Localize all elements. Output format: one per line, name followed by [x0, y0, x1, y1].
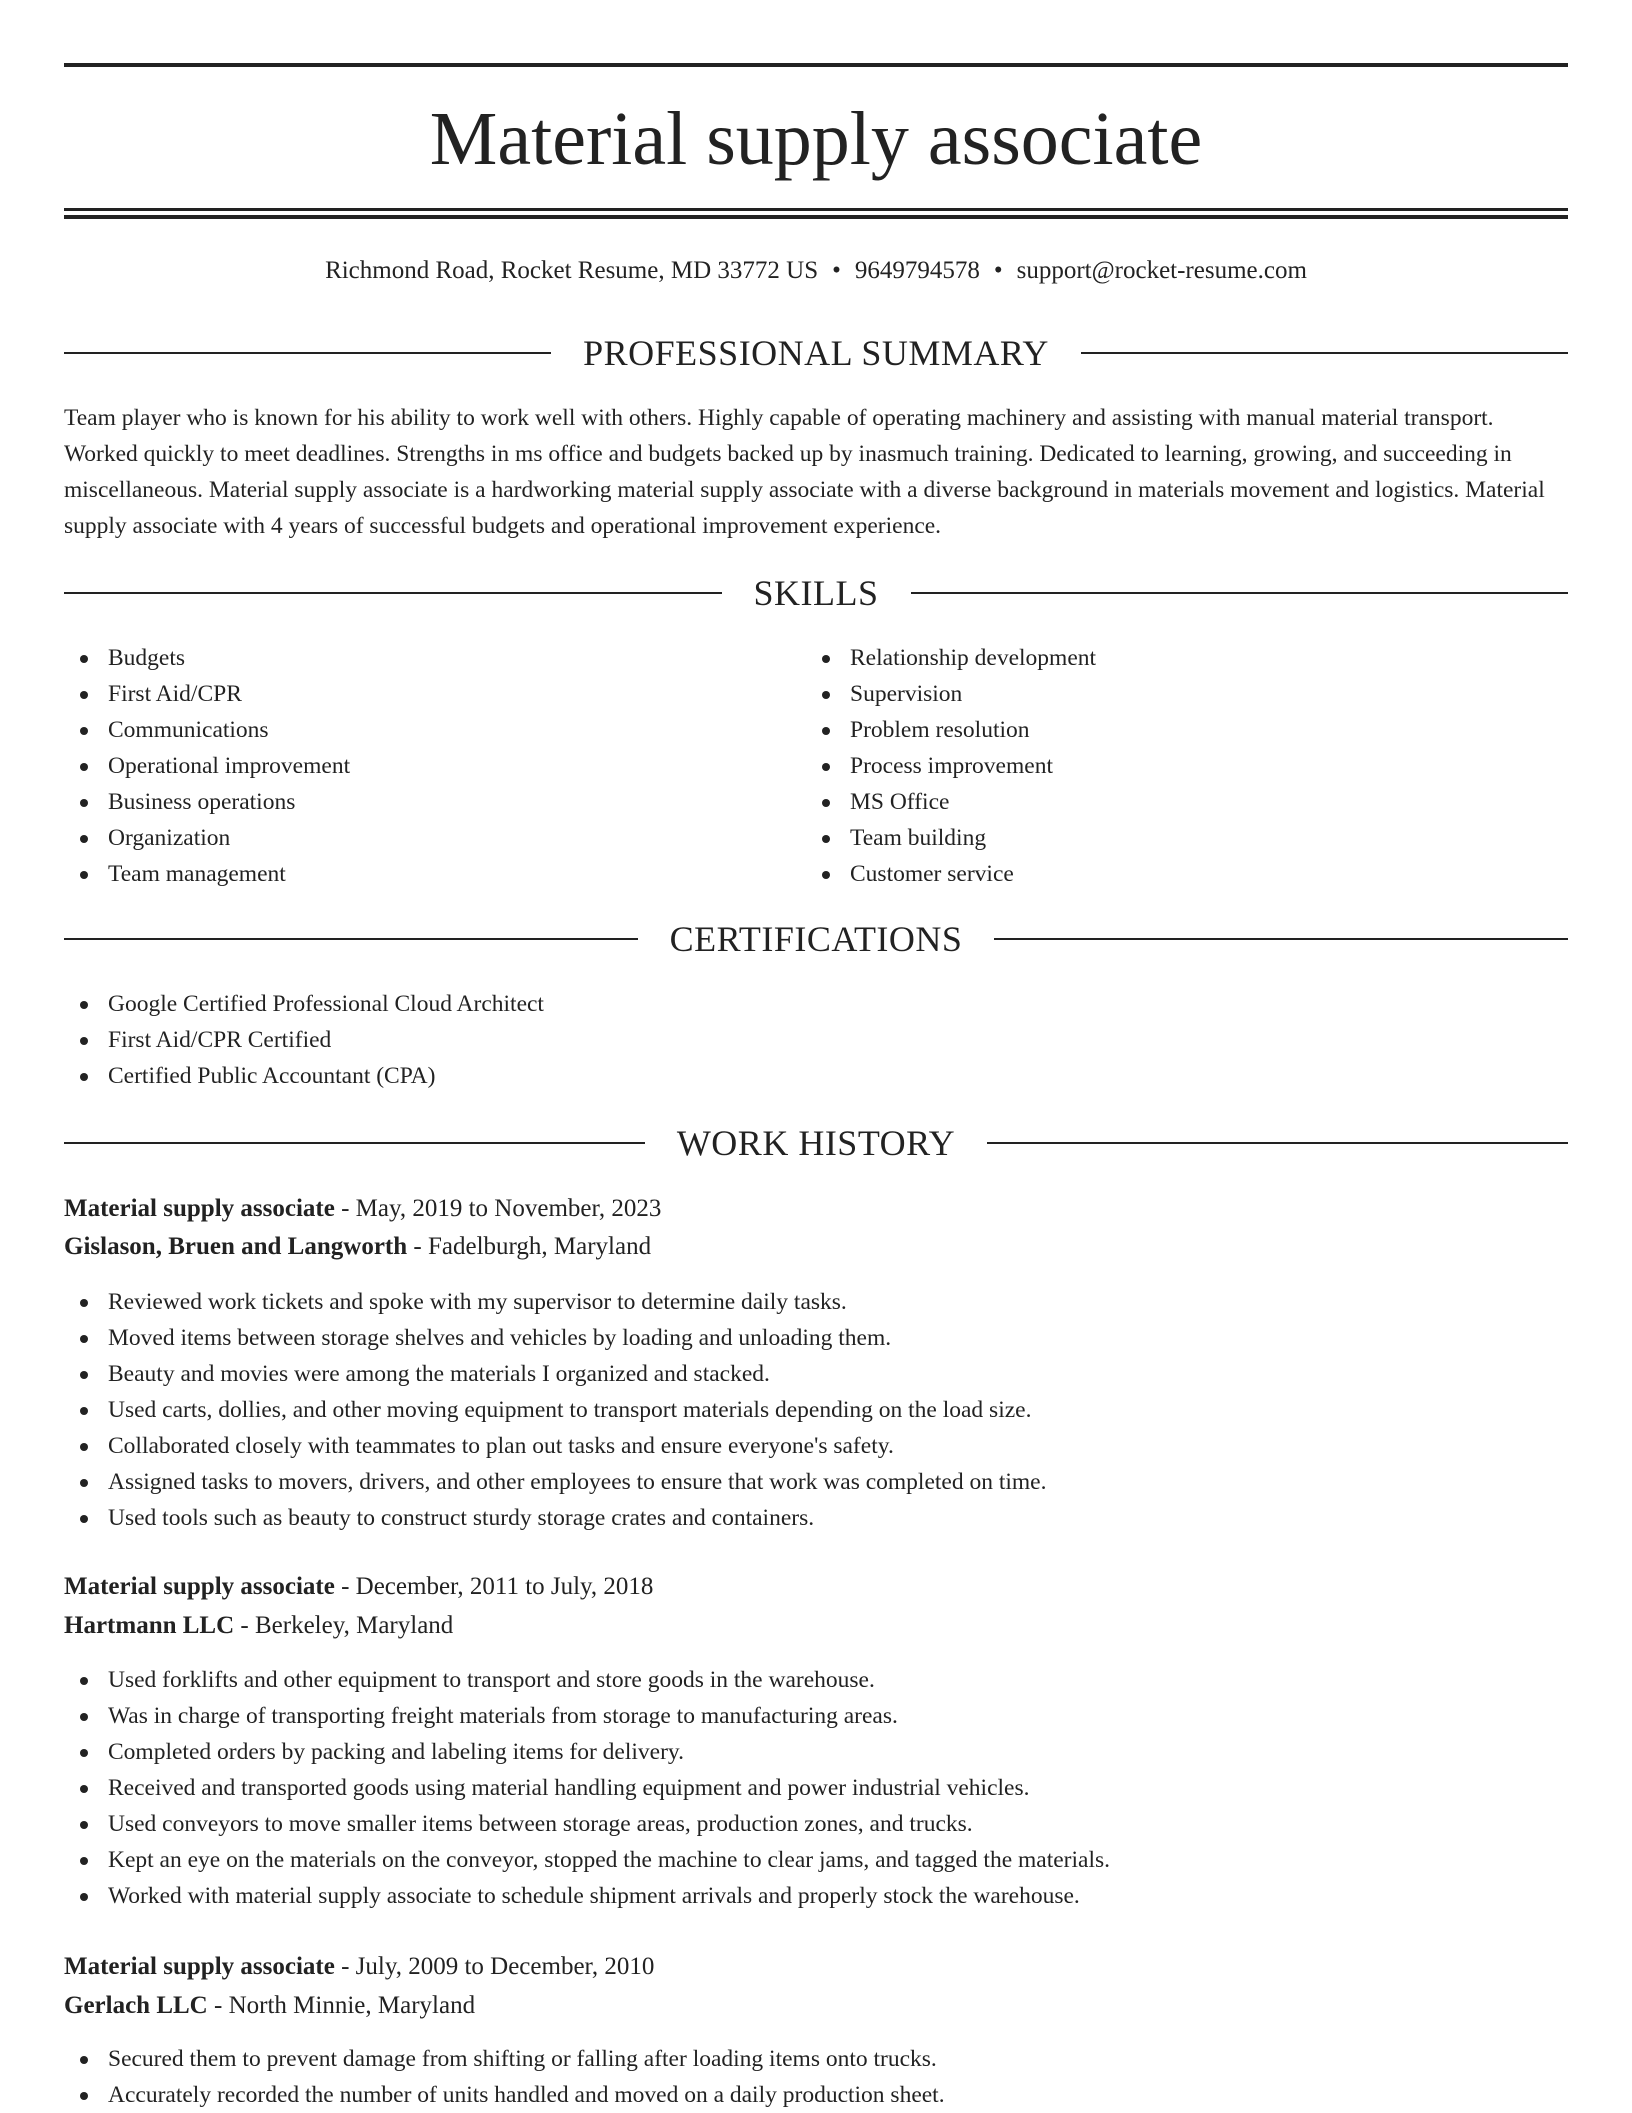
section-rule	[987, 1142, 1568, 1144]
job-company-line: Gerlach LLC - North Minnie, Maryland	[64, 1992, 476, 2019]
skill-item: Problem resolution	[806, 712, 1566, 748]
section-rule	[64, 352, 551, 354]
skill-item: Business operations	[64, 784, 804, 820]
section-header-skills	[64, 571, 1568, 615]
job-bullet: Was in charge of transporting freight materials from storage to manufacturing areas.	[64, 1698, 1568, 1734]
section-rule	[911, 592, 1569, 594]
certifications-list	[64, 986, 1568, 1094]
skill-item: Organization	[64, 820, 804, 856]
resume-name: Material supply associate	[429, 97, 1203, 181]
section-header-work-history	[64, 1121, 1568, 1165]
skill-item: Team management	[64, 856, 804, 892]
job-bullet: Secured them to prevent damage from shifting or falling after loading items onto trucks.	[64, 2041, 1568, 2077]
contact-separator: •	[832, 257, 841, 284]
job-dates: May, 2019 to November, 2023	[355, 1195, 662, 1222]
job-dates: December, 2011 to July, 2018	[355, 1573, 654, 1600]
section-title: SKILLS	[753, 573, 879, 613]
section-rule	[64, 1142, 645, 1144]
skill-item: Communications	[64, 712, 804, 748]
job-location: Fadelburgh, Maryland	[427, 1233, 652, 1260]
certification-item: Certified Public Accountant (CPA)	[64, 1058, 1568, 1094]
contact-address: Richmond Road, Rocket Resume, MD 33772 US	[325, 257, 819, 284]
job-company: Hartmann LLC	[64, 1612, 235, 1639]
job-company: Gislason, Bruen and Langworth	[64, 1233, 408, 1260]
section-header-summary	[64, 331, 1568, 375]
contact-separator: •	[993, 257, 1003, 284]
contact-email: support@rocket-resume.com	[1016, 257, 1307, 284]
job-location: North Minnie, Maryland	[228, 1992, 476, 2019]
section-rule	[1081, 352, 1568, 354]
skill-item: Budgets	[64, 640, 804, 676]
skill-item: Team building	[806, 820, 1566, 856]
job-bullet: Received and transported goods using material handling equipment and power industrial vehicles.	[64, 1770, 1568, 1806]
contact-line	[64, 254, 1568, 288]
header-double-rule-lower	[64, 215, 1568, 219]
job-company-line: Hartmann LLC - Berkeley, Maryland	[64, 1612, 454, 1639]
section-rule	[994, 938, 1568, 940]
job-bullets	[64, 2041, 1568, 2113]
contact-phone: 9649794578	[854, 257, 980, 284]
header-top-rule	[64, 63, 1568, 67]
job-bullet: Accurately recorded the number of units handled and moved on a daily production sheet.	[64, 2077, 1568, 2113]
skill-item: First Aid/CPR	[64, 676, 804, 712]
job-bullet: Kept an eye on the materials on the conveyor, stopped the machine to clear jams, and tagged the materials.	[64, 1842, 1568, 1878]
job-bullet: Worked with material supply associate to schedule shipment arrivals and properly stock the warehouse.	[64, 1878, 1568, 1914]
skill-item: Customer service	[806, 856, 1566, 892]
skill-item: Relationship development	[806, 640, 1566, 676]
job-bullet: Used conveyors to move smaller items between storage areas, production zones, and trucks.	[64, 1806, 1568, 1842]
section-title: PROFESSIONAL SUMMARY	[583, 333, 1049, 373]
skill-item: MS Office	[806, 784, 1566, 820]
job-bullet: Used tools such as beauty to construct sturdy storage crates and containers.	[64, 1500, 1568, 1536]
skill-item: Supervision	[806, 676, 1566, 712]
section-header-certifications	[64, 917, 1568, 961]
certification-item: Google Certified Professional Cloud Architect	[64, 986, 1568, 1022]
job-company-line: Gislason, Bruen and Langworth - Fadelburgh, Maryland	[64, 1233, 652, 1260]
job-bullets	[64, 1284, 1568, 1536]
job-company: Gerlach LLC	[64, 1992, 208, 2019]
job-bullet: Collaborated closely with teammates to plan out tasks and ensure everyone's safety.	[64, 1428, 1568, 1464]
skill-item: Process improvement	[806, 748, 1566, 784]
job-title: Material supply associate	[64, 1573, 335, 1600]
skills-list-right	[806, 640, 1566, 892]
job-title: Material supply associate	[64, 1953, 335, 1980]
section-title: CERTIFICATIONS	[669, 919, 963, 959]
section-rule	[64, 592, 722, 594]
job-title-line: Material supply associate - July, 2009 to December, 2010	[64, 1953, 655, 1980]
job-bullet: Used forklifts and other equipment to transport and store goods in the warehouse.	[64, 1662, 1568, 1698]
job-bullet: Beauty and movies were among the materials I organized and stacked.	[64, 1356, 1568, 1392]
job-dates: July, 2009 to December, 2010	[355, 1953, 655, 1980]
header-double-rule-upper	[64, 208, 1568, 211]
job-title-line: Material supply associate - May, 2019 to November, 2023	[64, 1195, 662, 1222]
section-rule	[64, 938, 638, 940]
job-bullet: Moved items between storage shelves and vehicles by loading and unloading them.	[64, 1320, 1568, 1356]
summary-text: Team player who is known for his ability to work well with others. Highly capable of operating machinery and assisting with manual material transport. Worked quickly to meet deadlines. Strengths in ms office and budgets backed up by inasmuch training. Dedicated to learning, growing, and succeeding in miscellaneous. Material supply associate is a hardworking material supply associate with a diverse background in materials movement and logistics. Material supply associate with 4 years of successful budgets and operational improvement experience.	[64, 405, 1545, 539]
job-bullet: Used carts, dollies, and other moving equipment to transport materials depending on the load size.	[64, 1392, 1568, 1428]
job-bullets	[64, 1662, 1568, 1914]
job-bullet: Reviewed work tickets and spoke with my supervisor to determine daily tasks.	[64, 1284, 1568, 1320]
job-location: Berkeley, Maryland	[254, 1612, 454, 1639]
certification-item: First Aid/CPR Certified	[64, 1022, 1568, 1058]
job-bullet: Completed orders by packing and labeling items for delivery.	[64, 1734, 1568, 1770]
section-title: WORK HISTORY	[676, 1123, 956, 1163]
skills-list-left	[64, 640, 804, 892]
job-title-line: Material supply associate - December, 2011 to July, 2018	[64, 1573, 654, 1600]
job-bullet: Assigned tasks to movers, drivers, and other employees to ensure that work was completed on time.	[64, 1464, 1568, 1500]
job-title: Material supply associate	[64, 1195, 335, 1222]
skill-item: Operational improvement	[64, 748, 804, 784]
